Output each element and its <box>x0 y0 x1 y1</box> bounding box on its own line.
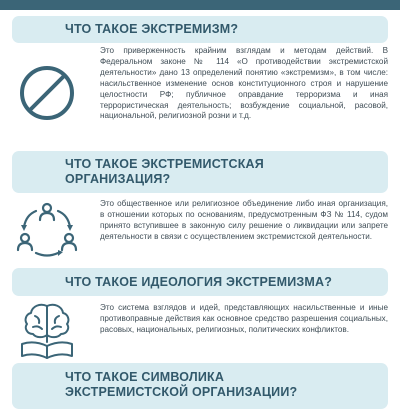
section-header-ideology <box>12 268 388 296</box>
organization-cycle-icon <box>14 200 80 260</box>
prohibition-icon <box>18 64 76 122</box>
brain-book-icon <box>16 300 78 362</box>
section-text: Это система взглядов и идей, представляющих насильственные и иные противоправные действия как основное средство разрешения социальных, расовых, национальных, религиозных, политических конфликтов. <box>100 303 388 334</box>
section-header-extremism <box>12 16 388 43</box>
section-header-symbolics <box>12 363 388 409</box>
section-title-line1: ЧТО ТАКОЕ СИМВОЛИКА <box>65 370 225 384</box>
section-title: ЧТО ТАКОЕ ИДЕОЛОГИЯ ЭКСТРЕМИЗМА? <box>65 275 333 289</box>
section-title-line2: ОРГАНИЗАЦИЯ? <box>65 172 171 186</box>
section-text: Это приверженность крайним взглядам и методам действий. В Федеральном законе № 114 «О противодействии экстремистской деятельности» дано 13 определений понятию «экстремизм», в том числе: насильственное изменение основ конституционного строя и нарушение целостности РФ; публичное оправдание терроризма и иная террористическая деятельность; возбуждение социальной, расовой, национальной, религиозной розни и т.д. <box>100 46 388 121</box>
section-title-line1: ЧТО ТАКОЕ ЭКСТРЕМИСТСКАЯ <box>65 157 264 171</box>
section-title-line2: ЭКСТРЕМИСТСКОЙ ОРГАНИЗАЦИИ? <box>65 385 298 399</box>
top-band <box>0 0 400 10</box>
section-title: ЧТО ТАКОЕ ЭКСТРЕМИЗМ? <box>65 22 239 36</box>
section-text: Это общественное или религиозное объединение либо иная организация, в отношении которых по основаниям, предусмотренным ФЗ № 114, судом принято вступившее в законную силу решение о ликвидации или запрете деятельности в связи с осуществлением экстремистской деятельности. <box>100 199 388 241</box>
section-header-organization <box>12 151 388 193</box>
